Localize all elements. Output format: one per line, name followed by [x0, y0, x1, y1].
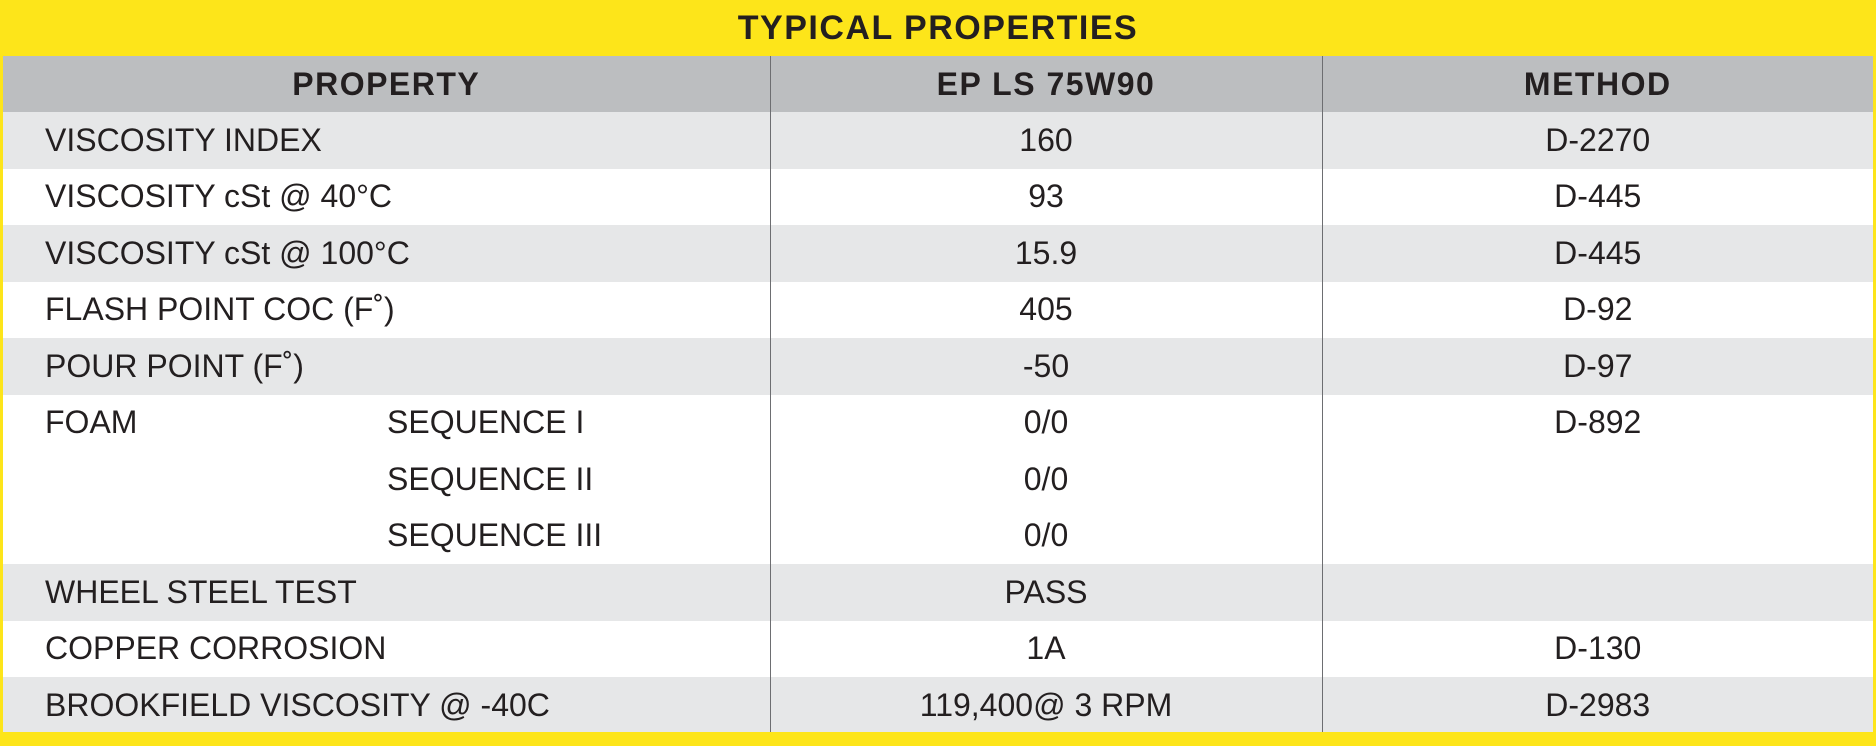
sequence-label: SEQUENCE III — [387, 517, 603, 554]
value-cell: 93 — [770, 169, 1322, 226]
property-cell — [3, 451, 770, 508]
method-cell: D-2983 — [1322, 677, 1873, 734]
property-cell: FLASH POINT COC (F˚) — [3, 282, 770, 339]
property-cell — [3, 395, 770, 452]
bottom-accent-bar — [0, 732, 1876, 746]
property-cell: VISCOSITY cSt @ 40°C — [3, 169, 770, 226]
table-row — [3, 564, 1873, 621]
property-cell — [3, 508, 770, 565]
table-row — [3, 338, 1873, 395]
property-cell: COPPER CORROSION — [3, 621, 770, 678]
column-header-value: EP LS 75W90 — [770, 56, 1322, 112]
method-cell: D-2270 — [1322, 112, 1873, 169]
property-cell: VISCOSITY cSt @ 100°C — [3, 225, 770, 282]
table-row — [3, 112, 1873, 169]
property-cell: BROOKFIELD VISCOSITY @ -40C — [3, 677, 770, 734]
table-row — [3, 169, 1873, 226]
sequence-label: SEQUENCE II — [387, 460, 594, 497]
value-cell: 1A — [770, 621, 1322, 678]
property-cell: VISCOSITY INDEX — [3, 112, 770, 169]
value-cell: 119,400@ 3 RPM — [770, 677, 1322, 734]
value-cell: 15.9 — [770, 225, 1322, 282]
sequence-label: SEQUENCE I — [387, 404, 585, 441]
foam-row-sequence-3 — [3, 508, 1873, 565]
method-cell — [1322, 451, 1873, 508]
property-cell: WHEEL STEEL TEST — [3, 564, 770, 621]
column-header-method: METHOD — [1322, 56, 1873, 112]
method-cell: D-130 — [1322, 621, 1873, 678]
value-cell: 160 — [770, 112, 1322, 169]
table-row — [3, 677, 1873, 734]
method-cell: D-92 — [1322, 282, 1873, 339]
method-cell — [1322, 564, 1873, 621]
value-cell: 0/0 — [770, 451, 1322, 508]
foam-row-sequence-1 — [3, 395, 1873, 452]
method-cell: D-892 — [1322, 395, 1873, 452]
foam-row-sequence-2 — [3, 451, 1873, 508]
method-cell — [1322, 508, 1873, 565]
value-cell: 0/0 — [770, 508, 1322, 565]
method-cell: D-97 — [1322, 338, 1873, 395]
header-row — [3, 56, 1873, 112]
value-cell: -50 — [770, 338, 1322, 395]
table-row — [3, 621, 1873, 678]
method-cell: D-445 — [1322, 169, 1873, 226]
value-cell: PASS — [770, 564, 1322, 621]
value-cell: 405 — [770, 282, 1322, 339]
foam-label: FOAM — [45, 404, 138, 441]
method-cell: D-445 — [1322, 225, 1873, 282]
value-cell: 0/0 — [770, 395, 1322, 452]
table-row — [3, 282, 1873, 339]
column-header-property: PROPERTY — [3, 56, 770, 112]
table-title: TYPICAL PROPERTIES — [3, 0, 1873, 56]
property-cell: POUR POINT (F˚) — [3, 338, 770, 395]
table-row — [3, 225, 1873, 282]
properties-table — [3, 56, 1873, 734]
